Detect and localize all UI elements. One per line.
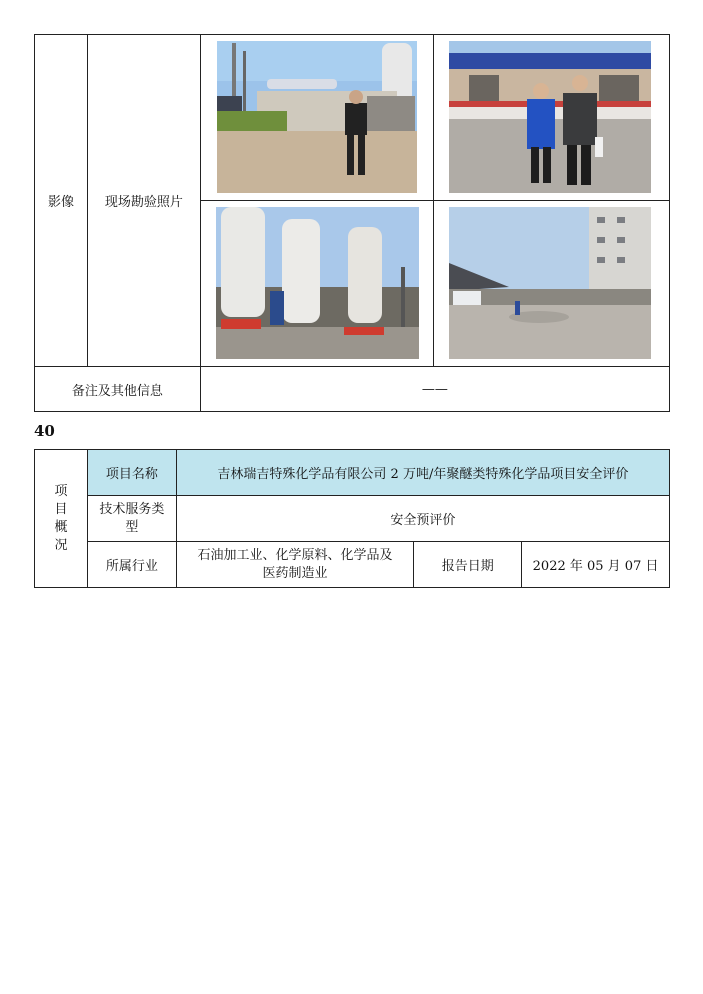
plant-yard-photo: [449, 207, 651, 359]
overview-label-cell: [35, 450, 88, 588]
project-name-label-cell: [87, 450, 176, 496]
photos-label-cell: [87, 35, 200, 367]
service-type-label: 技术服务类 型: [99, 501, 165, 535]
two-inspectors-photo: [449, 41, 651, 193]
notes-label: 备注及其他信息: [71, 383, 163, 399]
notes-value: ——: [421, 381, 448, 397]
image-label: 影像: [47, 195, 74, 210]
report-date-label: 报告日期: [441, 559, 494, 574]
notes-value-cell: [200, 367, 669, 412]
report-date: 2022 年 05 月 07 日: [532, 559, 659, 574]
site-entrance-photo: [217, 41, 417, 193]
project-name-label: 项目名称: [105, 467, 158, 482]
service-type: 安全预评价: [390, 513, 456, 528]
image-label-cell: [35, 35, 88, 367]
photo-cell-2: [434, 35, 670, 201]
industry-cell: [176, 542, 414, 588]
project-name: 吉林瑞吉特殊化学品有限公司 2 万吨/年聚醚类特殊化学品项目安全评价: [217, 467, 629, 482]
photo-cell-4: [434, 201, 670, 367]
item-number: 40: [34, 422, 55, 440]
industry-label-cell: [87, 542, 176, 588]
project-name-cell: [176, 450, 669, 496]
project-overview-table: [34, 449, 670, 588]
industry: 石油加工业、化学原料、化学品及 医药制造业: [197, 547, 393, 581]
report-date-cell: [522, 542, 670, 588]
service-type-cell: [176, 496, 669, 542]
overview-label: 项 目 概 况: [54, 483, 68, 553]
storage-tanks-photo: [216, 207, 419, 359]
report-date-label-cell: [414, 542, 522, 588]
photo-record-table: [34, 34, 670, 412]
service-type-label-cell: [87, 496, 176, 542]
notes-label-cell: [35, 367, 201, 412]
industry-label: 所属行业: [105, 559, 158, 574]
photo-cell-1: [200, 35, 434, 201]
photo-cell-3: [200, 201, 434, 367]
photos-label: 现场勘验照片: [104, 195, 183, 210]
